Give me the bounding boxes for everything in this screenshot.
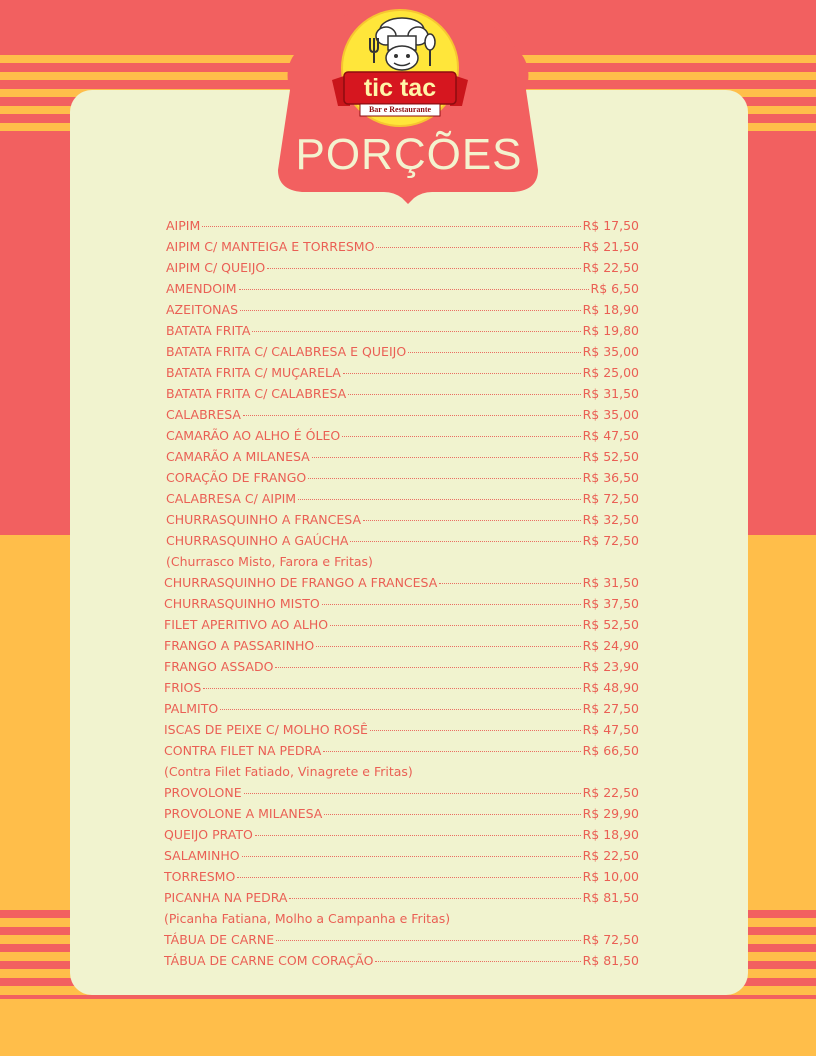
dot-leader [237, 866, 580, 878]
item-name: AIPIM C/ MANTEIGA E TORRESMO [166, 239, 375, 254]
dot-leader [316, 635, 580, 647]
item-price: R$ 72,50 [582, 491, 639, 506]
menu-item [164, 930, 639, 950]
menu-item [164, 615, 639, 635]
item-name: FRANGO A PASSARINHO [164, 638, 315, 653]
menu-item [166, 468, 639, 488]
item-name: PALMITO [164, 701, 219, 716]
item-price: R$ 23,90 [582, 659, 639, 674]
dot-leader [343, 362, 581, 374]
item-description: (Churrasco Misto, Farora e Fritas) [166, 554, 373, 569]
item-price: R$ 17,50 [582, 218, 639, 233]
item-name: TÁBUA DE CARNE [164, 932, 275, 947]
menu-item [166, 510, 639, 530]
menu-item [164, 657, 639, 677]
item-name: AIPIM C/ QUEIJO [166, 260, 266, 275]
menu-item [164, 804, 639, 824]
menu-item [166, 237, 639, 257]
menu-item [166, 531, 639, 551]
dot-leader [203, 677, 580, 689]
dot-leader [375, 950, 580, 962]
item-price: R$ 52,50 [582, 617, 639, 632]
item-name: CAMARÃO AO ALHO É ÓLEO [166, 428, 341, 443]
item-name: CONTRA FILET NA PEDRA [164, 743, 322, 758]
menu-item [164, 573, 639, 593]
item-name: TÁBUA DE CARNE COM CORAÇÃO [164, 953, 374, 968]
item-price: R$ 32,50 [582, 512, 639, 527]
menu-item [164, 846, 639, 866]
item-price: R$ 31,50 [582, 575, 639, 590]
menu-item [166, 279, 639, 299]
dot-leader [298, 488, 581, 500]
item-price: R$ 18,90 [582, 827, 639, 842]
item-price: R$ 35,00 [582, 344, 639, 359]
item-price: R$ 66,50 [582, 743, 639, 758]
dot-leader [239, 278, 589, 290]
menu-item [164, 678, 639, 698]
item-name: AMENDOIM [166, 281, 237, 296]
item-name: CALABRESA C/ AIPIM [166, 491, 297, 506]
dot-leader [370, 719, 581, 731]
item-price: R$ 36,50 [582, 470, 639, 485]
item-name: SALAMINHO [164, 848, 240, 863]
item-name: FILET APERITIVO AO ALHO [164, 617, 329, 632]
item-name: CAMARÃO A MILANESA [166, 449, 310, 464]
item-name: CHURRASQUINHO A FRANCESA [166, 512, 362, 527]
item-price: R$ 37,50 [582, 596, 639, 611]
item-price: R$ 48,90 [582, 680, 639, 695]
item-name: AIPIM [166, 218, 201, 233]
stripe [0, 995, 816, 999]
item-name: CHURRASQUINHO MISTO [164, 596, 320, 611]
item-name: AZEITONAS [166, 302, 239, 317]
item-price: R$ 25,00 [582, 365, 639, 380]
item-name: CHURRASQUINHO A GAÚCHA [166, 533, 349, 548]
menu-item [166, 342, 639, 362]
dot-leader [276, 929, 580, 941]
dot-leader [408, 341, 580, 353]
item-price: R$ 27,50 [582, 701, 639, 716]
menu-item [164, 741, 639, 761]
item-name: BATATA FRITA C/ CALABRESA [166, 386, 347, 401]
item-name: ISCAS DE PEIXE C/ MOLHO ROSÊ [164, 722, 368, 737]
item-price: R$ 19,80 [582, 323, 639, 338]
item-name: BATATA FRITA C/ CALABRESA E QUEIJO [166, 344, 407, 359]
item-price: R$ 47,50 [582, 722, 639, 737]
menu-item [164, 888, 639, 908]
menu-item [164, 783, 639, 803]
item-name: CORAÇÃO DE FRANGO [166, 470, 307, 485]
menu-item [166, 321, 639, 341]
dot-leader [267, 257, 580, 269]
item-price: R$ 22,50 [582, 785, 639, 800]
menu-item [164, 720, 639, 740]
item-price: R$ 29,90 [582, 806, 639, 821]
dot-leader [220, 698, 580, 710]
dot-leader [244, 782, 581, 794]
dot-leader [363, 509, 581, 521]
menu-item [166, 405, 639, 425]
item-name: FRIOS [164, 680, 202, 695]
item-price: R$ 47,50 [582, 428, 639, 443]
dot-leader [289, 887, 580, 899]
menu-item [166, 489, 639, 509]
dot-leader [348, 383, 580, 395]
item-name: BATATA FRITA C/ MUÇARELA [166, 365, 341, 380]
item-name: BATATA FRITA [166, 323, 251, 338]
item-price: R$ 52,50 [582, 449, 639, 464]
dot-leader [243, 404, 581, 416]
dot-leader [439, 572, 580, 584]
menu-item [164, 699, 639, 719]
stripe [0, 72, 300, 80]
stripe [520, 72, 816, 80]
page-title: PORÇÕES [295, 130, 523, 179]
menu-item [166, 447, 639, 467]
dot-leader [252, 320, 580, 332]
menu-item [166, 300, 639, 320]
menu-item [166, 363, 639, 383]
dot-leader [350, 530, 580, 542]
brand-name: tic tac [363, 74, 437, 102]
dot-leader [308, 467, 580, 479]
dot-leader [275, 656, 580, 668]
dot-leader [376, 236, 580, 248]
stripe [520, 55, 816, 63]
menu-item [164, 594, 639, 614]
menu-item [166, 426, 639, 446]
menu-item [166, 216, 639, 236]
dot-leader [342, 425, 580, 437]
dot-leader [255, 824, 581, 836]
item-price: R$ 18,90 [582, 302, 639, 317]
item-name: PROVOLONE [164, 785, 242, 800]
menu-item [166, 384, 639, 404]
item-price: R$ 21,50 [582, 239, 639, 254]
item-price: R$ 72,50 [582, 533, 639, 548]
item-price: R$ 24,90 [582, 638, 639, 653]
menu-item [166, 258, 639, 278]
dot-leader [322, 593, 581, 605]
brand-logo [330, 8, 470, 128]
item-price: R$ 72,50 [582, 932, 639, 947]
dot-leader [323, 740, 580, 752]
menu-item [164, 636, 639, 656]
item-price: R$ 10,00 [582, 869, 639, 884]
item-name: TORRESMO [164, 869, 236, 884]
item-price: R$ 22,50 [582, 260, 639, 275]
item-name: FRANGO ASSADO [164, 659, 274, 674]
item-price: R$ 6,50 [590, 281, 639, 296]
item-price: R$ 81,50 [582, 953, 639, 968]
item-name: CHURRASQUINHO DE FRANGO A FRANCESA [164, 575, 438, 590]
dot-leader [202, 215, 580, 227]
item-description: (Contra Filet Fatiado, Vinagrete e Fritas) [164, 764, 413, 779]
item-price: R$ 31,50 [582, 386, 639, 401]
menu-item [164, 867, 639, 887]
item-price: R$ 81,50 [582, 890, 639, 905]
item-description: (Picanha Fatiana, Molho a Campanha e Fritas) [164, 911, 451, 926]
item-price: R$ 35,00 [582, 407, 639, 422]
item-name: PICANHA NA PEDRA [164, 890, 288, 905]
dot-leader [312, 446, 581, 458]
dot-leader [242, 845, 581, 857]
dot-leader [324, 803, 580, 815]
item-price: R$ 22,50 [582, 848, 639, 863]
item-name: QUEIJO PRATO [164, 827, 253, 842]
dot-leader [240, 299, 581, 311]
menu-item [164, 951, 639, 971]
dot-leader [330, 614, 581, 626]
stripe [0, 55, 300, 63]
menu-item [164, 825, 639, 845]
brand-tagline: Bar e Restaurante [368, 105, 432, 114]
item-name: PROVOLONE A MILANESA [164, 806, 323, 821]
item-name: CALABRESA [166, 407, 241, 422]
